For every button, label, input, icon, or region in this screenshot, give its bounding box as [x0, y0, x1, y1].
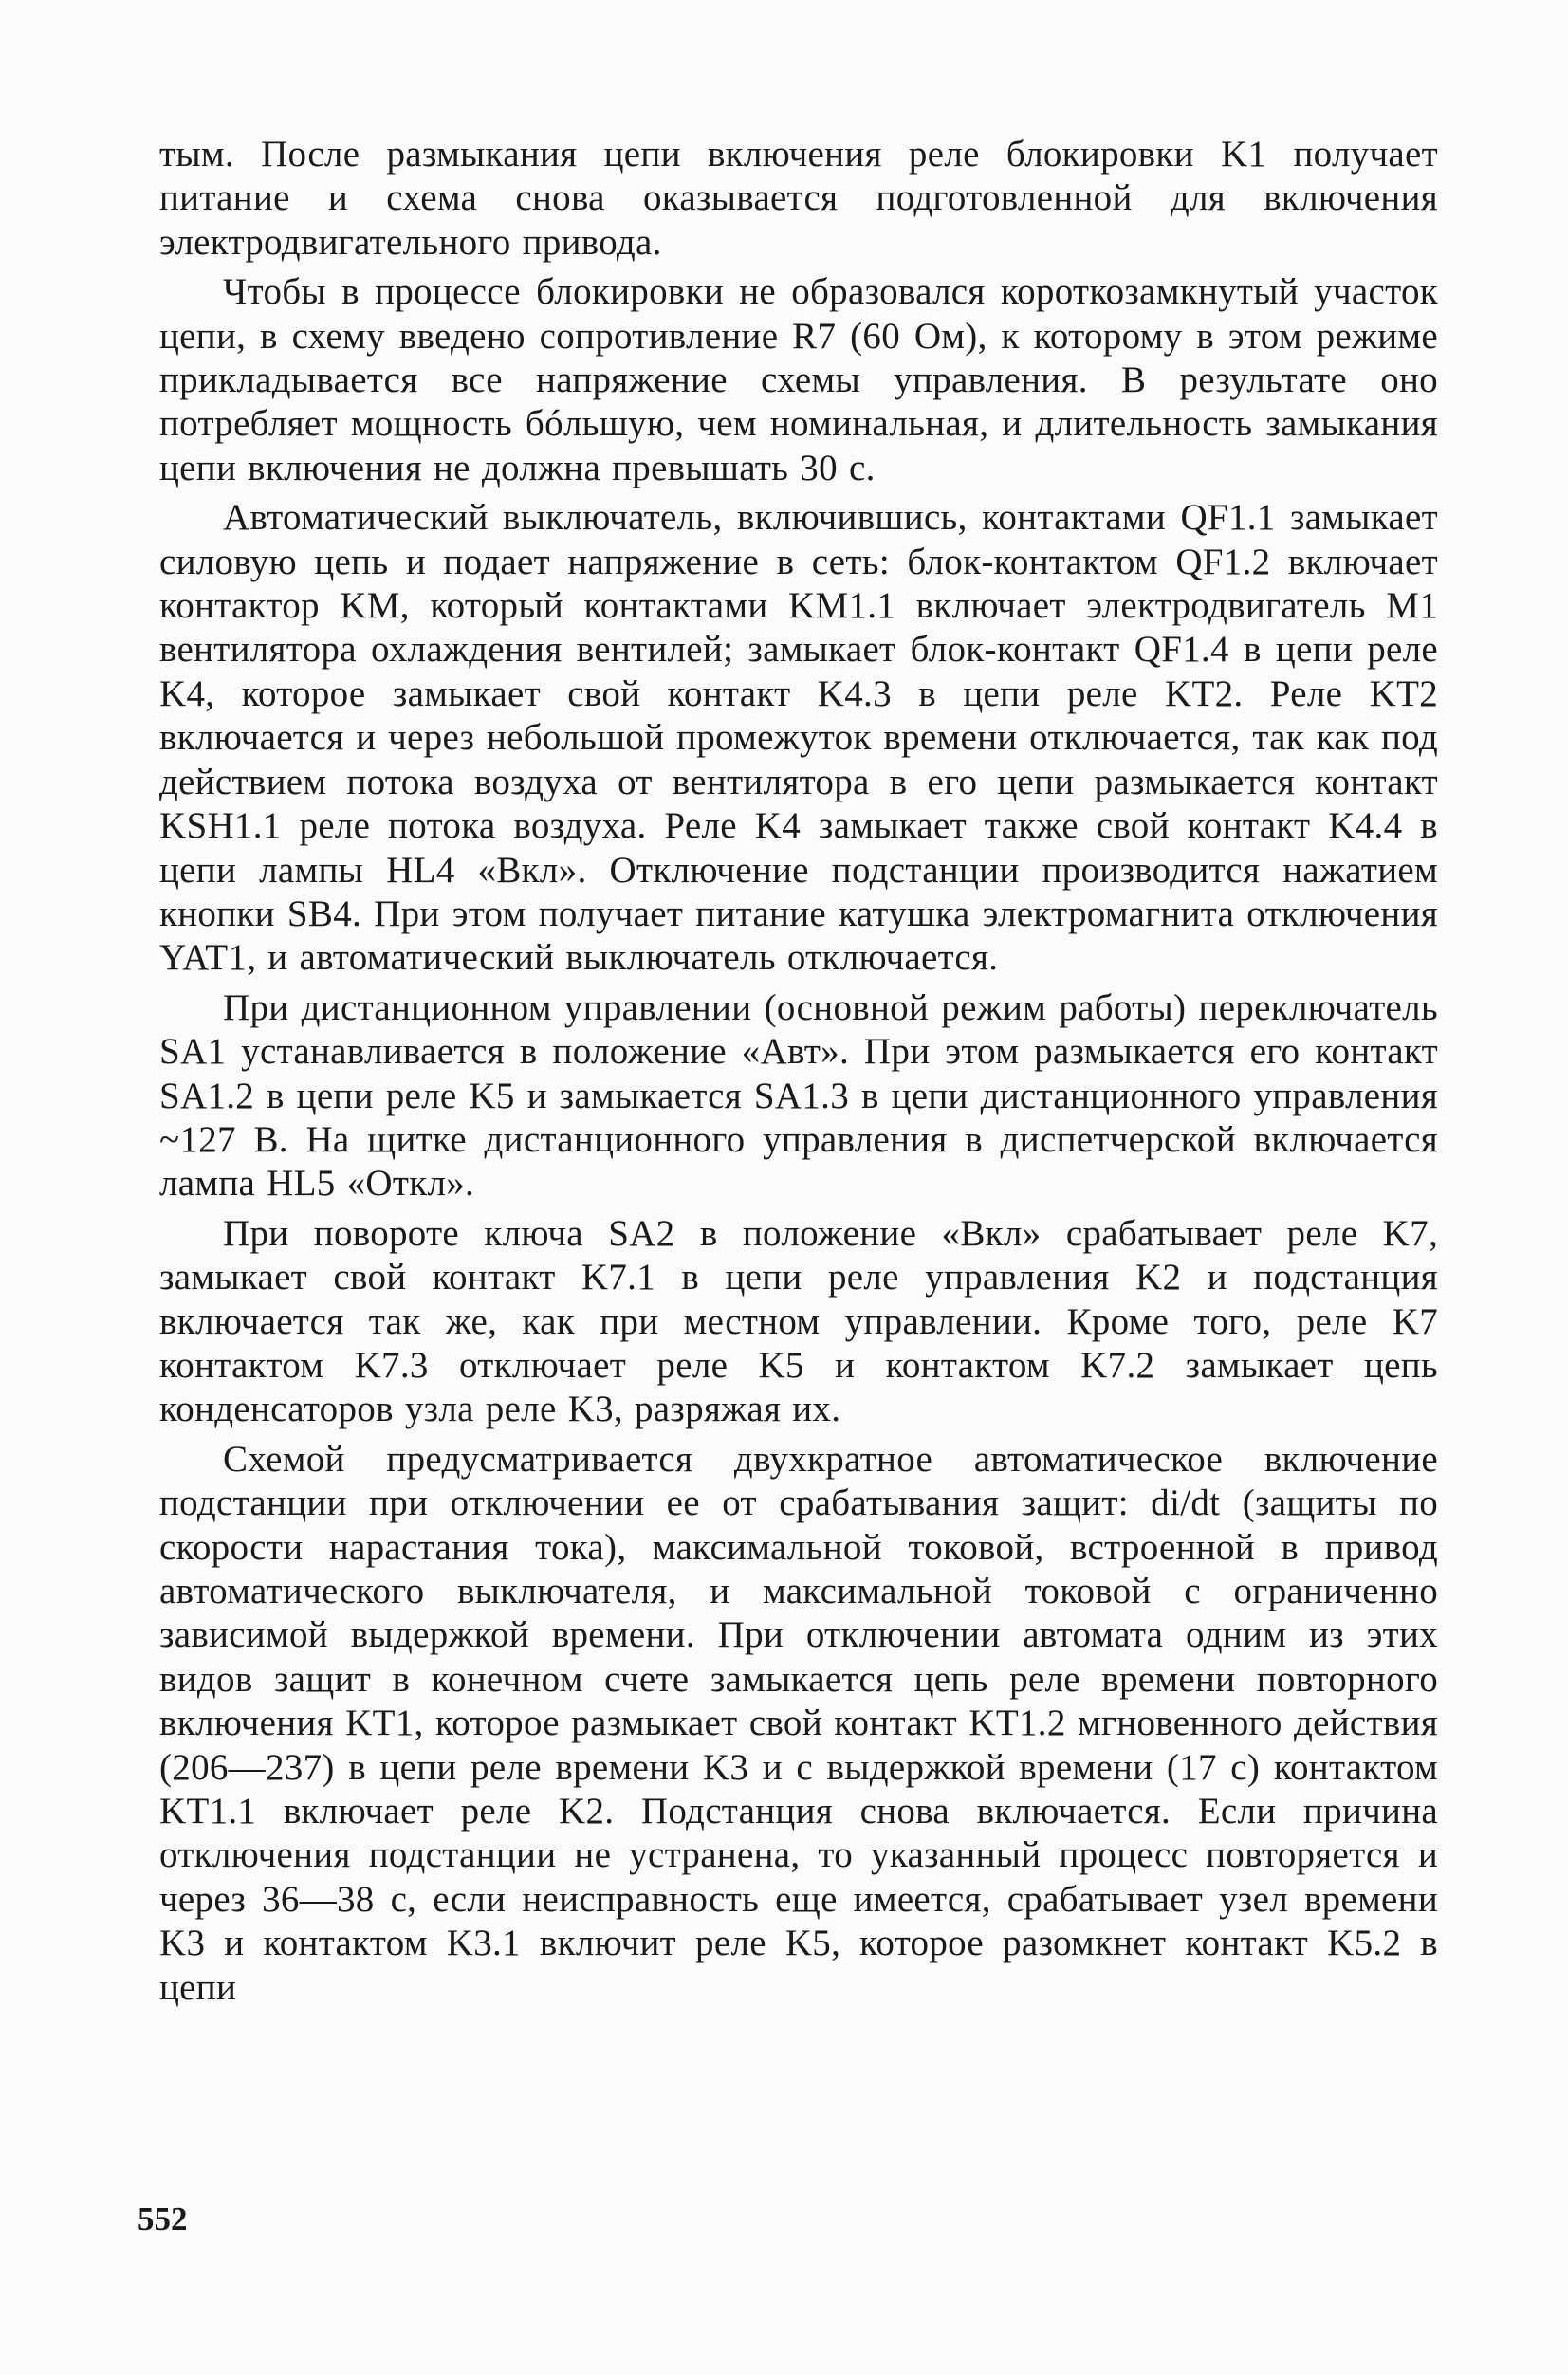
paragraph-1: тым. После размыкания цепи включения реле блокировки K1 получает питание и схема снова оказывается подготовленной для включения электродвигательного привода. — [159, 134, 1438, 263]
paragraph-2: Чтобы в процессе блокировки не образовался короткозамкнутый участок цепи, в схему введено сопротивление R7 (60 Ом), к которому в этом режиме прикладывается все напряжение схемы управления. В результате оно потребляет мощность бóльшую, чем номинальная, и длительность замыкания цепи включения не должна превышать 30 с. — [159, 271, 1438, 488]
body-text — [159, 133, 1438, 2016]
paragraph-6: Схемой предусматривается двухкратное автоматическое включение подстанции при отключении ее от срабатывания защит: di/dt (защиты по скорости нарастания тока), максимальной токовой, встроенной в привод автоматического выключателя, и максимальной токовой с ограниченно зависимой выдержкой времени. При отключении автомата одним из этих видов защит в конечном счете замыкается цепь реле времени повторного включения KT1, которое размыкает свой контакт KT1.2 мгновенного действия (206—237) в цепи реле времени K3 и с выдержкой времени (17 с) контактом KT1.1 включает реле K2. Подстанция снова включается. Если причина отключения подстанции не устранена, то указанный процесс повторяется и через 36—38 с, если неисправность еще имеется, срабатывает узел времени K3 и контактом K3.1 включит реле K5, которое разомкнет контакт K5.2 в цепи — [159, 1438, 1438, 2008]
page-number: 552 — [138, 2200, 188, 2237]
paragraph-3: Автоматический выключатель, включившись, контактами QF1.1 замыкает силовую цепь и подает напряжение в сеть: блок-контактом QF1.2 включает контактор KM, который контактами KM1.1 включает электродвигатель M1 вентилятора охлаждения вентилей; замыкает блок-контакт QF1.4 в цепи реле K4, которое замыкает свой контакт K4.3 в цепи реле KT2. Реле KT2 включается и через небольшой промежуток времени отключается, так как под действием потока воздуха от вентилятора в его цепи размыкается контакт KSH1.1 реле потока воздуха. Реле K4 замыкает также свой контакт K4.4 в цепи лампы HL4 «Вкл». Отключение подстанции производится нажатием кнопки SB4. При этом получает питание катушка электромагнита отключения YAT1, и автоматический выключатель отключается. — [159, 497, 1438, 979]
paragraph-4: При дистанционном управлении (основной режим работы) переключатель SA1 устанавливается в положение «Авт». При этом размыкается его контакт SA1.2 в цепи реле K5 и замыкается SA1.3 в цепи дистанционного управления ~127 В. На щитке дистанционного управления в диспетчерской включается лампа HL5 «Откл». — [159, 986, 1438, 1205]
paragraph-5: При повороте ключа SA2 в положение «Вкл» срабатывает реле K7, замыкает свой контакт K7.1 в цепи реле управления K2 и подстанция включается так же, как при местном управлении. Кроме того, реле K7 контактом K7.3 отключает реле K5 и контактом K7.2 замыкает цепь конденсаторов узла реле K3, разряжая их. — [159, 1212, 1438, 1430]
